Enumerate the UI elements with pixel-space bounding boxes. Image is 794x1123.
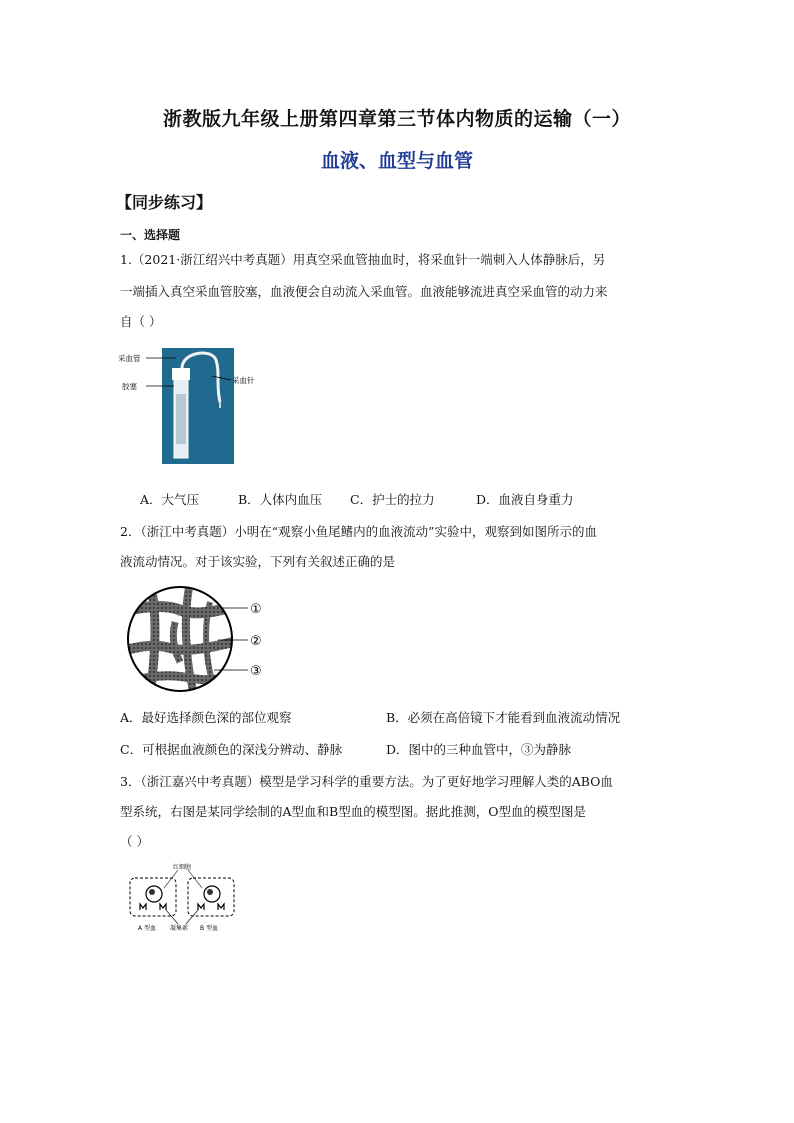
q2-option-a: A．最好选择颜色深的部位观察	[120, 710, 292, 725]
needle-label: 采血针	[232, 376, 255, 385]
q2-option-b: B．必须在高倍镜下才能看到血液流动情况	[386, 710, 621, 725]
type-b-label: B 型血	[200, 925, 219, 932]
q1-line-3: 自（ ）	[120, 314, 162, 329]
q3-line-1: 3．（浙江嘉兴中考真题）模型是学习科学的重要方法。为了更好地学习理解人类的ABO血	[120, 774, 613, 789]
cell-label: 红细胞	[173, 864, 192, 871]
section-heading: 【同步练习】	[116, 193, 213, 212]
vessel-label-3: ③	[250, 664, 262, 679]
subsection-heading: 一、选择题	[120, 228, 181, 242]
q2-line-1: 2．（浙江中考真题）小明在“观察小鱼尾鳍内的血液流动”实验中，观察到如图所示的血	[120, 524, 597, 539]
q1-option-c: C．护士的拉力	[350, 492, 435, 507]
q1-line-1: 1.（2021·浙江绍兴中考真题）用真空采血管抽血时，将采血针一端刺入人体静脉后，另	[120, 252, 606, 267]
document-subtitle: 血液、血型与血管	[320, 150, 473, 172]
stopper-label: 胶塞	[122, 382, 137, 391]
tube-label: 采血管	[118, 354, 141, 363]
q3-line-3: （ ）	[120, 834, 149, 849]
q2-line-2: 液流动情况。对于该实验，下列有关叙述正确的是	[120, 554, 396, 569]
document-title: 浙教版九年级上册第四章第三节体内物质的运输（一）	[162, 108, 631, 130]
q3-line-2: 型系统，右图是某同学绘制的A型血和B型血的模型图。据此推测，O型血的模型图是	[120, 804, 586, 819]
q1-option-b: B．人体内血压	[238, 492, 323, 507]
blood-collection-tube-figure	[116, 346, 276, 466]
q2-option-c: C．可根据血液颜色的深浅分辨动、静脉	[120, 742, 343, 757]
blood-type-model-figure	[126, 862, 246, 932]
vessel-label-1: ①	[250, 602, 262, 617]
agglutinin-label: 凝集素	[170, 925, 189, 932]
q2-option-d: D．图中的三种血管中，③为静脉	[386, 742, 572, 757]
blood-vessel-figure	[120, 582, 280, 696]
q1-line-2: 一端插入真空采血管胶塞，血液便会自动流入采血管。血液能够流进真空采血管的动力来	[120, 284, 608, 299]
type-a-label: A 型血	[138, 925, 157, 932]
q1-option-d: D．血液自身重力	[476, 492, 574, 507]
vessel-label-2: ②	[250, 634, 262, 649]
q1-option-a: A．大气压	[140, 492, 200, 507]
